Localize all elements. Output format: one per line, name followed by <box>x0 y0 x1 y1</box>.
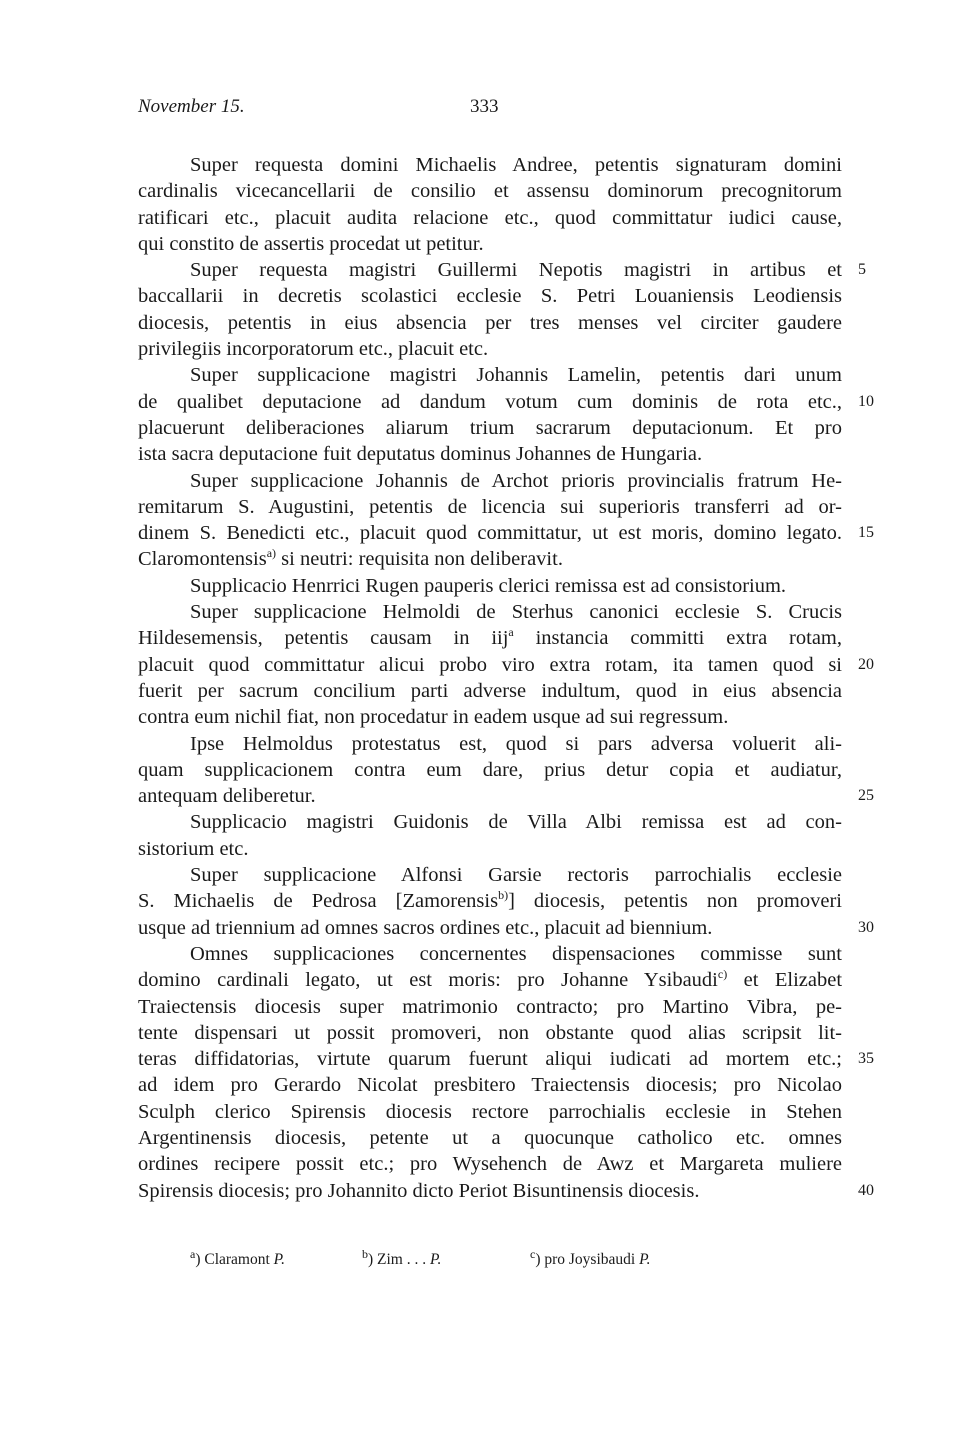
line-number: 5 <box>858 261 866 279</box>
line-text: de qualibet deputacione ad dandum votum cum dominis de rota etc., <box>138 390 842 413</box>
text-line <box>138 678 842 704</box>
footnote-siglum: P. <box>639 1251 651 1268</box>
line-number: 20 <box>858 655 874 673</box>
line-text: Super supplicacione magistri Johannis Lamelin, petentis dari unum <box>190 364 842 387</box>
text-line <box>138 205 842 231</box>
line-text: quam supplicacionem contra eum dare, prius detur copia et audiatur, <box>138 758 842 781</box>
text-line <box>138 257 842 283</box>
footnote-mark: b <box>362 1246 368 1261</box>
text-line <box>138 231 842 257</box>
footnote-text: ) pro Joysibaudi <box>535 1251 640 1268</box>
line-text: diocesis, petentis in eius absencia per tres menses vel circiter gaudere <box>138 311 842 334</box>
text-line <box>138 809 842 835</box>
line-text: Super supplicacione Alfonsi Garsie rectoris parrochialis ecclesie <box>190 864 842 887</box>
text-line <box>138 494 842 520</box>
line-text: placuit quod committatur alicui probo viro extra rotam, ita tamen quod si <box>138 653 842 676</box>
footnote-siglum: P. <box>430 1251 442 1268</box>
line-text-continued: si neutri: requisita non deliberavit. <box>276 548 563 571</box>
line-text: contra eum nichil fiat, non procedatur in eadem usque ad sui regressum. <box>138 706 729 729</box>
text-line <box>138 599 842 625</box>
line-text: ista sacra deputacione fuit deputatus dominus Johannes de Hungaria. <box>138 443 703 466</box>
line-text: teras diffidatorias, virtute quarum fuerunt aliqui iudicati ad mortem etc.; <box>138 1048 842 1071</box>
footnote-marker: a <box>508 625 514 640</box>
line-text: Claromontensis <box>138 548 267 571</box>
text-line <box>138 178 842 204</box>
text-line <box>138 546 842 572</box>
footnote-siglum: P. <box>269 1251 286 1268</box>
page-header <box>138 96 848 126</box>
text-line <box>138 731 842 757</box>
text-line <box>138 994 842 1020</box>
line-text: sistorium etc. <box>138 837 249 860</box>
footnote <box>362 1246 442 1269</box>
text-line <box>138 1046 842 1072</box>
footnote-text: ) Claramont <box>195 1251 270 1268</box>
line-text: remitarum S. Augustini, petentis de licencia sui superioris transferri ad or- <box>138 495 842 518</box>
footnote <box>190 1246 286 1269</box>
line-text: domino cardinali legato, ut est moris: pro Johanne Ysibaudi <box>138 969 718 992</box>
text-line <box>138 441 842 467</box>
line-text: cardinalis vicecancellarii de consilio et assensu dominorum precognitorum <box>138 180 842 203</box>
text-line <box>138 389 842 415</box>
text-line <box>138 836 842 862</box>
line-text: Super requesta magistri Guillermi Nepotis magistri in artibus et <box>190 259 842 282</box>
line-number: 15 <box>858 524 874 542</box>
footnote-mark: a <box>190 1246 196 1261</box>
text-line <box>138 783 842 809</box>
line-text: Spirensis diocesis; pro Johannito dicto Periot Bisuntinensis diocesis. <box>138 1179 700 1202</box>
line-text: baccallarii in decretis scolastici ecclesie S. Petri Louaniensis Leodiensis <box>138 285 842 308</box>
text-line <box>138 757 842 783</box>
text-line <box>138 415 842 441</box>
text-line <box>138 704 842 730</box>
text-line <box>138 1020 842 1046</box>
line-text-continued: instancia committi extra rotam, <box>513 627 842 650</box>
line-text: Supplicacio Henrrici Rugen pauperis clerici remissa est ad consistorium. <box>190 574 787 597</box>
line-number: 10 <box>858 392 874 410</box>
text-line <box>138 1125 842 1151</box>
line-text: Supplicacio magistri Guidonis de Villa Albi remissa est ad con- <box>190 811 842 834</box>
text-line <box>138 1178 842 1204</box>
line-text: Super supplicacione Johannis de Archot prioris provincialis fratrum He- <box>190 469 842 492</box>
line-text: S. Michaelis de Pedrosa [Zamorensis <box>138 890 499 913</box>
page-number: 333 <box>470 96 499 117</box>
line-number: 30 <box>858 918 874 936</box>
line-text: tente dispensari ut possit promoveri, non obstante quod alias scripsit lit- <box>138 1021 842 1044</box>
line-text: ratificari etc., placuit audita relacione etc., quod committatur iudici cause, <box>138 206 842 229</box>
text-line <box>138 941 842 967</box>
line-text: privilegiis incorporatorum etc., placuit etc. <box>138 338 489 361</box>
line-text: Super requesta domini Michaelis Andree, petentis signaturam domini <box>190 154 842 176</box>
footnote-marker: a) <box>266 546 277 561</box>
line-number: 25 <box>858 787 874 805</box>
text-line <box>138 862 842 888</box>
line-text: Traiectensis diocesis super matrimonio contracto; pro Martino Vibra, pe- <box>138 995 842 1018</box>
text-line <box>138 468 842 494</box>
line-text: Argentinensis diocesis, petente ut a quocunque catholico etc. omnes <box>138 1126 842 1149</box>
running-title: November 15. <box>138 96 245 117</box>
text-line <box>138 152 842 178</box>
line-text: antequam deliberetur. <box>138 785 316 808</box>
text-line <box>138 625 842 651</box>
text-line <box>138 1072 842 1098</box>
footnote-mark: c <box>530 1246 536 1261</box>
line-text: qui constito de assertis procedat ut petitur. <box>138 232 484 255</box>
line-text: Super supplicacione Helmoldi de Sterhus canonici ecclesie S. Crucis <box>190 601 842 624</box>
line-text-continued: ] diocesis, petentis non promoveri <box>508 890 842 913</box>
line-text: placuerunt deliberaciones aliarum trium sacrarum deputacionum. Et pro <box>138 416 842 439</box>
line-text: usque ad triennium ad omnes sacros ordines etc., placuit ad biennium. <box>138 916 713 939</box>
line-text-continued: et Elizabet <box>727 969 842 992</box>
footnote-marker: b) <box>498 888 509 903</box>
line-number: 35 <box>858 1050 874 1068</box>
text-line <box>138 573 842 599</box>
text-line <box>138 520 842 546</box>
line-text: Sculph clerico Spirensis diocesis rectore parrochialis ecclesie in Stehen <box>138 1100 842 1123</box>
body-text <box>138 152 842 1204</box>
footnote-text: ) Zim . . . <box>368 1251 430 1268</box>
line-text: ad idem pro Gerardo Nicolat presbitero Traiectensis diocesis; pro Nicolao <box>138 1074 842 1097</box>
footnote-marker: c) <box>717 967 728 982</box>
text-line <box>138 967 842 993</box>
footnote <box>530 1246 651 1269</box>
line-text: ordines recipere possit etc.; pro Wysehench de Awz et Margareta muliere <box>138 1153 842 1176</box>
line-number: 40 <box>858 1181 874 1199</box>
text-line <box>138 362 842 388</box>
footnotes <box>0 1246 960 1273</box>
line-text: Omnes supplicaciones concernentes dispensaciones commisse sunt <box>190 942 842 965</box>
line-text: dinem S. Benedicti etc., placuit quod committatur, ut est moris, domino legato. <box>138 522 842 545</box>
text-line <box>138 310 842 336</box>
text-line <box>138 652 842 678</box>
text-line <box>138 915 842 941</box>
line-text: Hildesemensis, petentis causam in iij <box>138 627 509 650</box>
text-line <box>138 336 842 362</box>
line-text: Ipse Helmoldus protestatus est, quod si pars adversa voluerit ali- <box>190 732 842 755</box>
text-line <box>138 1151 842 1177</box>
text-line <box>138 888 842 914</box>
text-line <box>138 1099 842 1125</box>
line-text: fuerit per sacrum concilium parti adverse indultum, quod in eius absencia <box>138 679 842 702</box>
text-line <box>138 283 842 309</box>
